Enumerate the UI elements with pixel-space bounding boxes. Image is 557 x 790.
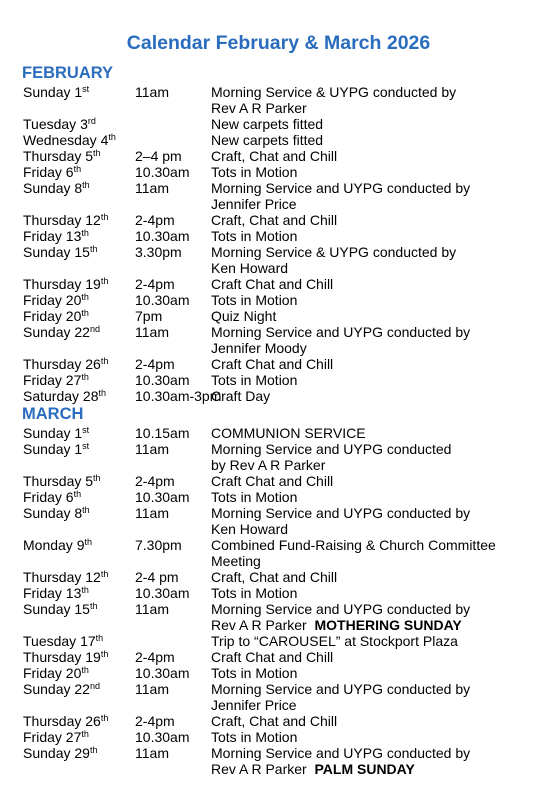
event-time: 2-4pm <box>135 356 175 372</box>
event-day <box>23 665 89 681</box>
event-description <box>211 665 531 681</box>
event-description-text: Rev A R Parker <box>211 100 307 116</box>
event-day <box>23 505 90 521</box>
event-time: 2–4 pm <box>135 148 182 164</box>
event-description-line <box>211 292 531 308</box>
event-description-text: Morning Service and UYPG conducted by <box>211 745 471 761</box>
event-description-line <box>211 633 531 649</box>
event-day <box>23 473 101 489</box>
event-description-text: Tots in Motion <box>211 228 298 244</box>
event-day <box>23 569 108 585</box>
event-day <box>23 164 81 180</box>
event-description-line <box>211 308 531 324</box>
event-day-text: Tuesday 17 <box>23 633 96 649</box>
event-description-line <box>211 553 531 569</box>
ordinal-suffix: nd <box>89 681 100 691</box>
event-day <box>23 537 92 553</box>
event-day <box>23 228 89 244</box>
event-description-line <box>211 745 531 761</box>
event-description <box>211 489 531 505</box>
event-description-line <box>211 180 531 196</box>
event-time: 10.30am <box>135 665 190 681</box>
event-time: 2-4pm <box>135 713 175 729</box>
event-time: 7.30pm <box>135 537 182 553</box>
event-description-line <box>211 617 531 633</box>
event-day-text: Sunday 22 <box>23 324 90 340</box>
event-day <box>23 729 89 745</box>
event-time: 10.30am <box>135 292 190 308</box>
event-description-text: by Rev A R Parker <box>211 457 326 473</box>
event-time: 10.30am-3pm <box>135 388 222 404</box>
event-description-text: Morning Service and UYPG conducted by <box>211 681 471 697</box>
ordinal-suffix: th <box>84 537 92 547</box>
event-day <box>23 585 89 601</box>
event-day <box>23 116 96 132</box>
event-description <box>211 729 531 745</box>
event-day-text: Thursday 26 <box>23 356 101 372</box>
event-description <box>211 132 531 148</box>
ordinal-suffix: th <box>100 356 109 366</box>
ordinal-suffix: th <box>89 601 98 611</box>
event-description-line <box>211 697 531 713</box>
event-day-text: Thursday 19 <box>23 276 101 292</box>
event-description-text: Morning Service and UYPG conducted by <box>211 505 471 521</box>
event-day <box>23 292 89 308</box>
event-day <box>23 180 90 196</box>
event-time: 10.30am <box>135 228 190 244</box>
event-description-text: Morning Service & UYPG conducted by <box>211 244 457 260</box>
event-description-line <box>211 132 531 148</box>
ordinal-suffix: th <box>95 633 104 643</box>
event-description <box>211 569 531 585</box>
event-day-text: Tuesday 3 <box>23 116 88 132</box>
event-day <box>23 212 108 228</box>
event-description-line <box>211 521 531 537</box>
event-description-text: Jennifer Price <box>211 697 297 713</box>
event-time: 10.30am <box>135 372 190 388</box>
event-day <box>23 441 89 457</box>
event-time: 2-4pm <box>135 473 175 489</box>
event-day-text: Friday 20 <box>23 308 82 324</box>
event-day-text: Thursday 19 <box>23 649 101 665</box>
event-time: 10.30am <box>135 729 190 745</box>
event-time: 11am <box>135 324 169 340</box>
month-heading: FEBRUARY <box>22 64 114 82</box>
event-description-text: Combined Fund-Raising & Church Committee <box>211 537 496 553</box>
ordinal-suffix: st <box>82 425 90 435</box>
event-description-line <box>211 196 531 212</box>
event-day-text: Sunday 8 <box>23 505 83 521</box>
event-description-line <box>211 100 531 116</box>
event-description-text: Craft Chat and Chill <box>211 649 334 665</box>
event-description <box>211 425 531 441</box>
event-description <box>211 356 531 372</box>
ordinal-suffix: th <box>73 489 82 499</box>
ordinal-suffix: th <box>100 649 109 659</box>
event-description-text: Morning Service and UYPG conducted <box>211 441 452 457</box>
event-day <box>23 148 101 164</box>
ordinal-suffix: th <box>108 132 116 142</box>
event-day <box>23 84 89 100</box>
event-day-text: Friday 20 <box>23 665 82 681</box>
event-day-text: Friday 6 <box>23 489 74 505</box>
event-description-line <box>211 441 531 457</box>
event-description <box>211 388 531 404</box>
event-description <box>211 308 531 324</box>
event-day-text: Friday 6 <box>23 164 74 180</box>
event-day-text: Thursday 26 <box>23 713 101 729</box>
ordinal-suffix: th <box>82 505 90 515</box>
event-description <box>211 276 531 292</box>
event-time: 10.30am <box>135 489 190 505</box>
event-description-line <box>211 505 531 521</box>
event-day-text: Friday 20 <box>23 292 82 308</box>
event-description <box>211 324 531 356</box>
event-day-text: Friday 13 <box>23 585 82 601</box>
event-description-line <box>211 260 531 276</box>
ordinal-suffix: th <box>100 212 109 222</box>
event-description-line <box>211 425 531 441</box>
event-description <box>211 441 531 473</box>
event-description-text: Tots in Motion <box>211 292 298 308</box>
event-day <box>23 745 97 761</box>
event-time: 7pm <box>135 308 163 324</box>
ordinal-suffix: th <box>81 372 89 382</box>
event-description-line <box>211 729 531 745</box>
event-description-text: Ken Howard <box>211 260 289 276</box>
event-day-text: Sunday 15 <box>23 601 90 617</box>
event-description-line <box>211 244 531 260</box>
event-day <box>23 489 81 505</box>
event-description-text: Tots in Motion <box>211 729 298 745</box>
event-description-text: Craft, Chat and Chill <box>211 569 338 585</box>
event-day <box>23 633 103 649</box>
event-description-line <box>211 713 531 729</box>
event-day <box>23 308 89 324</box>
event-description-line <box>211 569 531 585</box>
event-description-line <box>211 340 531 356</box>
ordinal-suffix: nd <box>89 324 100 334</box>
event-description-text: Jennifer Moody <box>211 340 307 356</box>
event-description <box>211 292 531 308</box>
ordinal-suffix: th <box>98 388 107 398</box>
event-description-text: Craft, Chat and Chill <box>211 713 338 729</box>
event-day-text: Sunday 1 <box>23 425 83 441</box>
event-day <box>23 244 97 260</box>
ordinal-suffix: st <box>82 84 90 94</box>
page-title: Calendar February & March 2026 <box>126 32 431 54</box>
event-description <box>211 473 531 489</box>
event-description-text: Jennifer Price <box>211 196 297 212</box>
event-highlight: MOTHERING SUNDAY <box>314 617 462 633</box>
event-description-line <box>211 649 531 665</box>
event-description-text: Rev A R Parker <box>211 617 307 633</box>
event-time: 11am <box>135 180 169 196</box>
event-description <box>211 633 531 649</box>
ordinal-suffix: th <box>100 569 109 579</box>
event-description <box>211 745 531 777</box>
event-time: 11am <box>135 441 169 457</box>
event-description-line <box>211 116 531 132</box>
ordinal-suffix: th <box>100 276 109 286</box>
event-description <box>211 228 531 244</box>
event-description <box>211 212 531 228</box>
event-description-text: Tots in Motion <box>211 489 298 505</box>
ordinal-suffix: th <box>81 729 89 739</box>
event-description-text: Tots in Motion <box>211 372 298 388</box>
ordinal-suffix: st <box>82 441 90 451</box>
event-day <box>23 713 108 729</box>
event-time: 11am <box>135 745 169 761</box>
event-day <box>23 601 97 617</box>
event-time: 3.30pm <box>135 244 182 260</box>
event-highlight: PALM SUNDAY <box>314 761 415 777</box>
event-description <box>211 116 531 132</box>
event-day <box>23 388 106 404</box>
event-day-text: Sunday 1 <box>23 441 83 457</box>
event-day-text: Sunday 29 <box>23 745 90 761</box>
event-day-text: Friday 27 <box>23 372 82 388</box>
event-description <box>211 148 531 164</box>
event-description <box>211 649 531 665</box>
event-time: 2-4 pm <box>135 569 179 585</box>
event-description-text: New carpets fitted <box>211 132 324 148</box>
event-day-text: Wednesday 4 <box>23 132 109 148</box>
event-description <box>211 537 531 569</box>
ordinal-suffix: th <box>81 292 89 302</box>
ordinal-suffix: th <box>81 228 89 238</box>
event-description-line <box>211 212 531 228</box>
event-description-text: Craft Day <box>211 388 271 404</box>
event-description-line <box>211 665 531 681</box>
event-description-line <box>211 585 531 601</box>
event-description-text: Meeting <box>211 553 261 569</box>
ordinal-suffix: th <box>73 164 82 174</box>
event-description-line <box>211 372 531 388</box>
ordinal-suffix: rd <box>87 116 96 126</box>
event-day <box>23 649 108 665</box>
event-day <box>23 372 89 388</box>
event-day-text: Sunday 8 <box>23 180 83 196</box>
event-day-text: Friday 13 <box>23 228 82 244</box>
event-day <box>23 276 108 292</box>
event-day-text: Thursday 12 <box>23 569 101 585</box>
event-description <box>211 84 531 116</box>
event-description <box>211 713 531 729</box>
event-day-text: Monday 9 <box>23 537 85 553</box>
event-day-text: Sunday 22 <box>23 681 90 697</box>
ordinal-suffix: th <box>81 308 89 318</box>
event-day-text: Thursday 12 <box>23 212 101 228</box>
ordinal-suffix: th <box>81 585 89 595</box>
ordinal-suffix: th <box>81 665 89 675</box>
event-description <box>211 180 531 212</box>
event-time: 11am <box>135 601 169 617</box>
ordinal-suffix: th <box>93 473 101 483</box>
event-description-line <box>211 681 531 697</box>
event-description-text: Ken Howard <box>211 521 289 537</box>
event-description <box>211 505 531 537</box>
event-day-text: Sunday 1 <box>23 84 83 100</box>
event-description <box>211 372 531 388</box>
event-description-text: Craft, Chat and Chill <box>211 148 338 164</box>
event-description-line <box>211 84 531 100</box>
event-time: 10.30am <box>135 585 190 601</box>
event-time: 10.15am <box>135 425 190 441</box>
event-description-line <box>211 324 531 340</box>
event-description <box>211 681 531 713</box>
event-time: 11am <box>135 681 169 697</box>
event-description-text: COMMUNION SERVICE <box>211 425 366 441</box>
event-time: 2-4pm <box>135 649 175 665</box>
ordinal-suffix: th <box>89 244 98 254</box>
event-day-text: Saturday 28 <box>23 388 99 404</box>
event-description-text: Craft Chat and Chill <box>211 356 334 372</box>
event-day-text: Sunday 15 <box>23 244 90 260</box>
event-description-line <box>211 388 531 404</box>
event-description-text: Rev A R Parker <box>211 761 307 777</box>
event-description-text: Tots in Motion <box>211 164 298 180</box>
event-description-line <box>211 356 531 372</box>
event-day <box>23 425 89 441</box>
event-time: 11am <box>135 84 169 100</box>
event-description-text: Craft Chat and Chill <box>211 473 334 489</box>
event-description-line <box>211 473 531 489</box>
ordinal-suffix: th <box>93 148 101 158</box>
event-description-line <box>211 148 531 164</box>
event-day-text: Thursday 5 <box>23 473 94 489</box>
event-description <box>211 601 531 633</box>
ordinal-suffix: th <box>82 180 90 190</box>
event-day-text: Thursday 5 <box>23 148 94 164</box>
event-day <box>23 356 108 372</box>
event-description-text: Tots in Motion <box>211 665 298 681</box>
event-description-line <box>211 276 531 292</box>
event-description-line <box>211 537 531 553</box>
event-time: 10.30am <box>135 164 190 180</box>
event-description-text: Morning Service and UYPG conducted by <box>211 324 471 340</box>
event-time: 11am <box>135 505 169 521</box>
ordinal-suffix: th <box>89 745 98 755</box>
event-description-line <box>211 228 531 244</box>
event-description <box>211 164 531 180</box>
event-description <box>211 244 531 276</box>
event-day <box>23 681 100 697</box>
event-description-line <box>211 601 531 617</box>
event-description-text: Tots in Motion <box>211 585 298 601</box>
event-description-text: Quiz Night <box>211 308 277 324</box>
event-time: 2-4pm <box>135 212 175 228</box>
event-day <box>23 132 116 148</box>
event-description-text: New carpets fitted <box>211 116 324 132</box>
event-day-text: Friday 27 <box>23 729 82 745</box>
event-description-line <box>211 164 531 180</box>
event-day <box>23 324 100 340</box>
event-description-text: Trip to “CAROUSEL” at Stockport Plaza <box>211 633 458 649</box>
month-heading: MARCH <box>22 405 84 423</box>
event-description-text: Craft Chat and Chill <box>211 276 334 292</box>
event-description-line <box>211 489 531 505</box>
event-description-text: Morning Service and UYPG conducted by <box>211 180 471 196</box>
event-description-text: Morning Service and UYPG conducted by <box>211 601 471 617</box>
event-description-line <box>211 457 531 473</box>
event-description-text: Craft, Chat and Chill <box>211 212 338 228</box>
ordinal-suffix: th <box>100 713 109 723</box>
event-description-text: Morning Service & UYPG conducted by <box>211 84 457 100</box>
event-description <box>211 585 531 601</box>
event-time: 2-4pm <box>135 276 175 292</box>
event-description-line <box>211 761 531 777</box>
